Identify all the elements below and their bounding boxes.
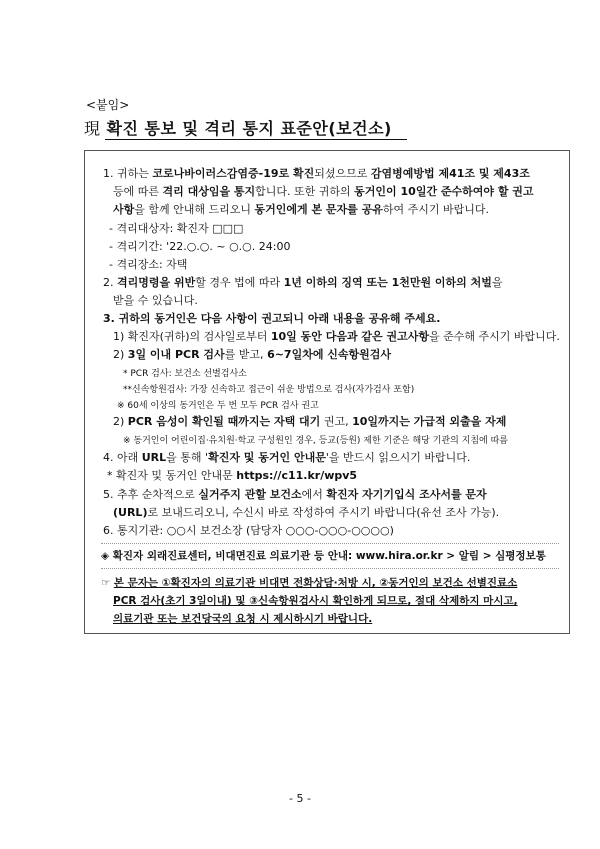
note-pcr: * PCR 검사: 보건소 선별검사소 — [123, 369, 247, 379]
item-3-heading: 3. 귀하의 동거인은 다음 사항이 권고되니 아래 내용을 공유해 주세요. — [103, 312, 441, 325]
item-4-line-2: * 확진자 및 동거인 안내문 https://c11.kr/wpv5 — [107, 469, 358, 482]
final-line-2: PCR 검사(초기 3일이내) 및 ③신속항원검사시 확인하게 되므로, 절대 삭제하지 마시고, — [113, 595, 518, 607]
item-2-line-1: 2. 격리명령을 위반할 경우 법에 따라 1년 이하의 징역 또는 1천만원 이하의 처벌을 — [103, 276, 503, 289]
item-5-line-1: 5. 추후 순차적으로 실거주지 관할 보건소에서 확진자 자기기입식 조사서를 문자 — [103, 488, 487, 501]
isolation-period: - 격리기간: '22.○.○. ~ ○.○. 24:00 — [109, 240, 291, 253]
item-4-line-1: 4. 아래 URL을 통해 '확진자 및 동거인 안내문'을 반드시 읽으시기 바랍니다. — [103, 451, 471, 464]
item-2-line-2: 받을 수 있습니다. — [113, 294, 198, 307]
final-line-1: ☞ 본 문자는 ①확진자의 의료기관 비대면 전화상담·처방 시, ②동거인의 보건소 선별진료소 — [101, 577, 518, 589]
item-3-sub-3: 2) PCR 음성이 확인될 때까지는 자택 대기 권고, 10일까지는 가급적 외출을 자제 — [113, 415, 507, 428]
item-1-line-2: 등에 따른 격리 대상임을 통지합니다. 또한 귀하의 동거인이 10일간 준수하여야 할 권고 — [113, 185, 534, 198]
item-3-sub-1: 1) 확진자(귀하)의 검사일로부터 10일 동안 다음과 같은 권고사항을 준수해 주시기 바랍니다. — [113, 330, 560, 343]
title-underline — [105, 139, 407, 140]
item-6: 6. 통지기관: ○○시 보건소장 (담당자 ○○○-○○○-○○○○) — [103, 524, 394, 537]
isolation-target: - 격리대상자: 확진자 □□□ — [109, 222, 244, 235]
guide-link[interactable]: https://c11.kr/wpv5 — [236, 469, 358, 482]
item-1-line-3: 사항을 함께 안내해 드리오니 동거인에게 본 문자를 공유하여 주시기 바랍니다. — [113, 203, 490, 216]
item-5-line-2: (URL)로 보내드리오니, 수신시 바로 작성하여 주시기 바랍니다(유선 조사 가능). — [113, 506, 500, 519]
item-3-sub-2: 2) 3일 이내 PCR 검사를 받고, 6~7일차에 신속항원검사 — [113, 348, 392, 361]
note-rapid-antigen: **신속항원검사: 가장 신속하고 접근이 쉬운 방법으로 검사(자가검사 포함) — [123, 385, 415, 395]
notice-box — [84, 150, 570, 634]
page-number: - 5 - — [289, 792, 311, 805]
item-1-line-1: 1. 귀하는 코로나바이러스감염증-19로 확진되셨으므로 감염병예방법 제41조 및 제43조 — [103, 167, 530, 180]
attachment-label: <붙임> — [86, 98, 130, 112]
divider-1 — [101, 543, 559, 544]
title-text: 확진 통보 및 격리 통지 표준안(보건소) — [106, 119, 392, 138]
divider-2 — [101, 568, 559, 569]
isolation-place: - 격리장소: 자택 — [109, 258, 188, 271]
page-title — [84, 116, 392, 139]
clinic-notice: ◈ 확진자 외래진료센터, 비대면진료 의료기관 등 안내: www.hira.or.kr > 알림 > 심평정보통 — [101, 550, 546, 562]
note-over-60: ※ 60세 이상의 동거인은 두 번 모두 PCR 검사 권고 — [117, 401, 319, 411]
title-prefix: 現 — [84, 119, 101, 138]
note-school: ※ 동거인이 어린이집·유치원·학교 구성원인 경우, 등교(등원) 제한 기준은 해당 기관의 지침에 따름 — [123, 436, 508, 446]
final-line-3: 의료기관 또는 보건당국의 요청 시 제시하시기 바랍니다. — [113, 613, 373, 625]
